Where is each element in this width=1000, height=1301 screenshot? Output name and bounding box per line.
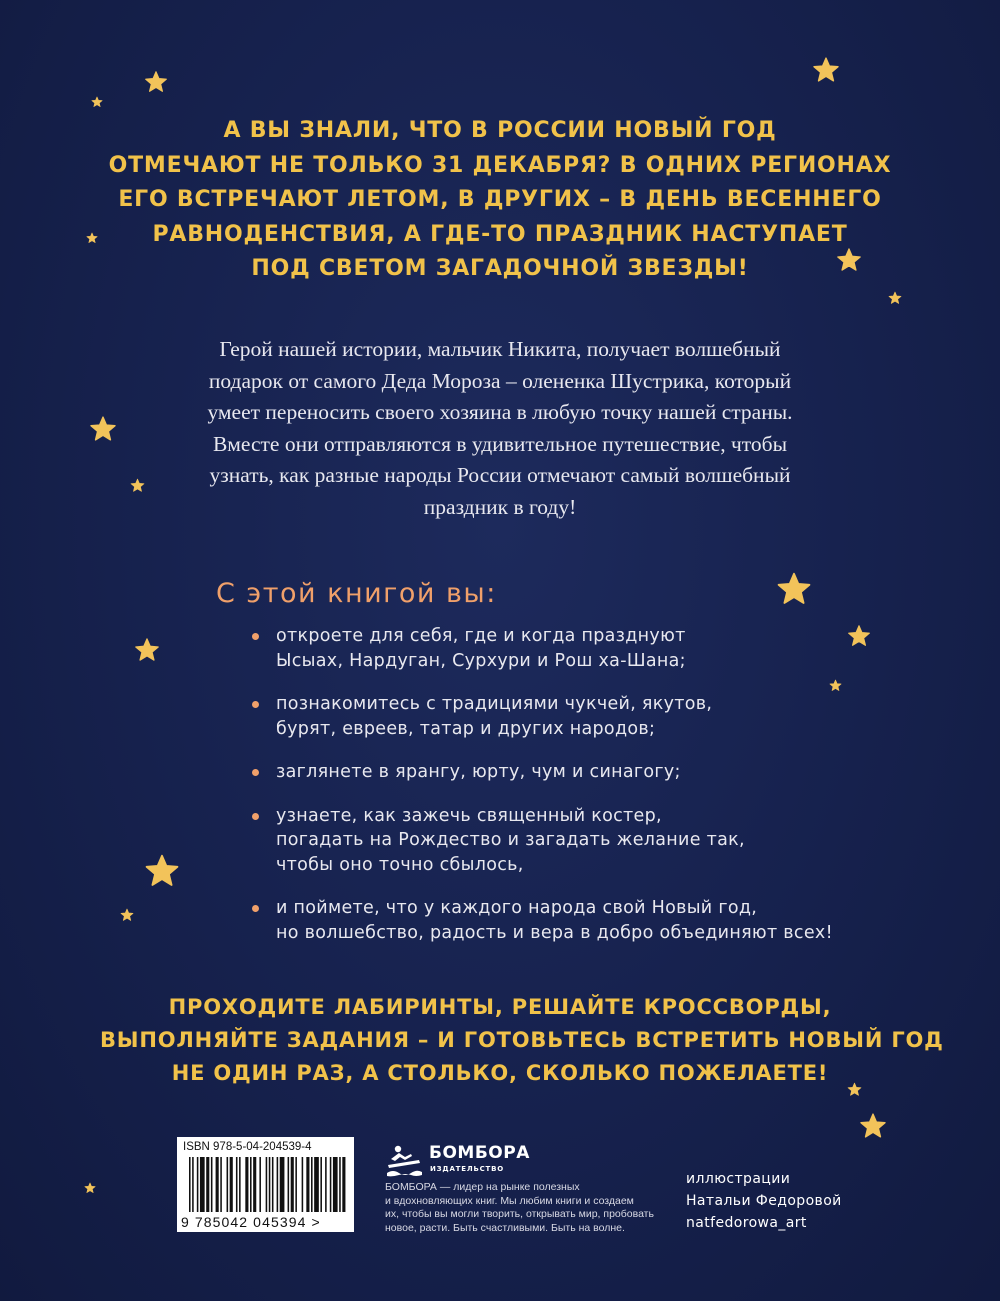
headline-line: ОТМЕЧАЮТ НЕ ТОЛЬКО 31 ДЕКАБРЯ? В ОДНИХ РЕГИОНАХ	[108, 152, 892, 178]
call-line: ВЫПОЛНЯЙТЕ ЗАДАНИЯ – И ГОТОВЬТЕСЬ ВСТРЕТИТЬ НОВЫЙ ГОД	[100, 1028, 944, 1052]
call-to-action	[100, 991, 944, 1090]
intro-line: подарок от самого Деда Мороза – олененка Шустрика, который	[208, 368, 792, 393]
publisher-description	[385, 1181, 665, 1235]
intro-line: Герой нашей истории, мальчик Никита, получает волшебный	[219, 337, 781, 361]
surfer-wave-icon	[385, 1143, 423, 1179]
star-icon	[120, 908, 134, 922]
call-line: НЕ ОДИН РАЗ, А СТОЛЬКО, СКОЛЬКО ПОЖЕЛАЕТЕ!	[171, 1061, 829, 1085]
publisher-subtitle: ИЗДАТЕЛЬСТВО	[430, 1165, 504, 1173]
barcode-digits: 9 785042 045394 >	[181, 1214, 321, 1230]
star-icon	[91, 96, 103, 108]
list-item-line: чтобы оно точно сбылось,	[276, 854, 524, 875]
list-item-line: познакомитесь с традициями чукчей, якутов,	[276, 694, 713, 714]
star-icon	[84, 1182, 96, 1194]
list-item-line: заглянете в ярангу, юрту, чум и синагогу;	[276, 762, 681, 782]
barcode	[177, 1137, 354, 1232]
intro-line: узнать, как разные народы России отмечают самый волшебный	[209, 463, 791, 487]
headline-line: ЕГО ВСТРЕЧАЮТ ЛЕТОМ, В ДРУГИХ – В ДЕНЬ ВЕСЕННЕГО	[118, 187, 882, 212]
credits-line: иллюстрации	[686, 1171, 791, 1187]
headline-line: РАВНОДЕНСТВИЯ, А ГДЕ-ТО ПРАЗДНИК НАСТУПАЕТ	[152, 221, 848, 247]
publisher-description-line: их, чтобы вы могли творить, открывать мир, пробовать	[385, 1208, 654, 1220]
star-icon	[776, 571, 812, 607]
credits-line: Натальи Федоровой	[686, 1193, 842, 1209]
list-item-line: откроете для себя, где и когда празднуют	[276, 626, 686, 646]
bullet-icon	[252, 905, 259, 912]
features-list	[252, 624, 892, 964]
headline	[100, 114, 900, 287]
call-line: ПРОХОДИТЕ ЛАБИРИНТЫ, РЕШАЙТЕ КРОССВОРДЫ,	[168, 995, 832, 1019]
list-item-line: Ысыах, Нардуган, Сурхури и Рош ха-Шана;	[276, 650, 686, 671]
list-item	[252, 804, 892, 878]
headline-line: ПОД СВЕТОМ ЗАГАДОЧНОЙ ЗВЕЗДЫ!	[251, 256, 749, 281]
star-icon	[888, 291, 902, 305]
star-icon	[859, 1112, 887, 1140]
star-icon	[134, 637, 160, 663]
list-item	[252, 692, 892, 741]
headline-line: А ВЫ ЗНАЛИ, ЧТО В РОССИИ НОВЫЙ ГОД	[223, 118, 777, 143]
list-item-line: бурят, евреев, татар и других народов;	[276, 718, 656, 739]
star-icon	[144, 853, 180, 889]
isbn-label: ISBN 978-5-04-204539-4	[183, 1141, 312, 1153]
intro-line: Вместе они отправляются в удивительное путешествие, чтобы	[212, 431, 788, 456]
star-icon	[86, 232, 98, 244]
bullet-icon	[252, 701, 259, 708]
publisher-description-line: и вдохновляющих книг. Мы любим книги и создаем	[385, 1194, 634, 1207]
intro-line: умеет переносить своего хозяина в любую точку нашей страны.	[207, 400, 793, 424]
intro-paragraph	[120, 334, 880, 523]
publisher-logo	[385, 1143, 585, 1179]
bullet-icon	[252, 813, 259, 820]
list-item-line: и поймете, что у каждого народа свой Новый год,	[276, 898, 758, 918]
publisher-description-line: новое, расти. Быть счастливыми. Быть на волне.	[385, 1221, 625, 1234]
star-icon	[812, 56, 840, 84]
list-item	[252, 896, 892, 945]
intro-line: праздник в году!	[423, 494, 577, 519]
list-item-line: погадать на Рождество и загадать желание так,	[276, 830, 745, 850]
bullet-icon	[252, 633, 259, 640]
illustrator-credits	[686, 1168, 842, 1234]
bullet-icon	[252, 769, 259, 776]
publisher-name: БОМБОРА	[429, 1143, 530, 1163]
list-item	[252, 760, 892, 785]
barcode-bars	[189, 1157, 347, 1212]
list-item	[252, 624, 892, 673]
features-title: С этой книгой вы:	[216, 578, 497, 609]
star-icon	[89, 415, 117, 443]
publisher-description-line: БОМБОРА — лидер на рынке полезных	[385, 1181, 580, 1193]
list-item-line: но волшебство, радость и вера в добро объединяют всех!	[276, 922, 833, 943]
star-icon	[144, 70, 168, 94]
list-item-line: узнаете, как зажечь священный костер,	[276, 805, 662, 826]
credits-line: natfedorowa_art	[686, 1215, 807, 1231]
